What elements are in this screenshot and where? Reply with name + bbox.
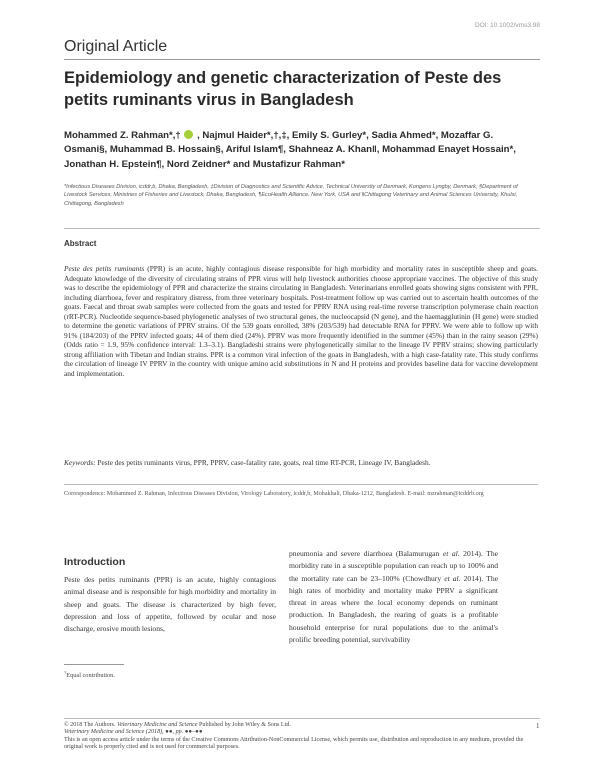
footer-citation: [64, 729, 540, 736]
author-list: [64, 129, 534, 172]
footnote-mark: †: [64, 670, 67, 675]
author-rest[interactable]: , Najmul Haider*,†,‡, Emily S. Gurley*, Sadia Ahmed*, Mozaffar G. Osmani§, Muhammad B. Hossain§, Ariful Islam¶, Shahneaz A. Khan‖, Mohammad Enayet Hossain*, Jonathan H. Epstein¶, Nord Zeidner* and Mustafizur Rahman*: [64, 130, 516, 170]
keywords: [64, 458, 538, 468]
affiliations: *Infectious Diseases Division, icddr,b, Dhaka, Bangladesh, ‡Division of Diagnostics and Scientific Advice, Technical University of Denmark, Kongens Lyngby, Denmark, §Department of Livestock Services, Ministries of Fisheries and Livestock, Dhaka, Bangladesh, ¶EcoHealth Alliance, New York, USA and ‖Chittagong Veterinary and Animal Sciences University, Khulsi, Chittagong, Bangladesh: [64, 184, 518, 207]
article-type-heading: Original Article: [64, 38, 168, 55]
footnote: [64, 670, 115, 679]
footer-copyright-prefix: © 2018 The Authors.: [64, 722, 118, 728]
author-first[interactable]: Mohammed Z. Rahman*,†: [64, 130, 181, 141]
doi-label[interactable]: DOI: 10.1002/vms3.98: [474, 22, 540, 29]
footnote-text: Equal contribution.: [66, 672, 115, 680]
intro-right-text-3: 2014). The high rates of morbidity and mortality make PPRV a significant threat in areas where the local economy depends on ruminant production. In Bangladesh, the rearing of goats is a profitable household enterprise for rural populations due to the animal's prolific breeding potential, survivability: [289, 573, 498, 645]
correspondence-divider: [64, 484, 538, 485]
keywords-text: Peste des petits ruminants virus, PPR, PPRV, case-fatality rate, goats, real time RT-PCR, Lineage IV, Bangladesh.: [95, 458, 431, 467]
abstract-text: [64, 264, 538, 379]
footer-journal-name: Veterinary Medicine and Science: [117, 722, 198, 728]
abstract-body: (PPR) is an acute, highly contagious disease responsible for high morbidity and mortality rates in susceptible sheep and goats. Adequate knowledge of the diversity of circulating strains of PPR virus will help livestock authorities choose appropriate vaccines. The objective of this study was to describe the epidemiology of PPR and characterize the strains circulating in Bangladesh. Veterinarians enrolled goats showing signs consistent with PPR, including diarrhoea, fever and respiratory distress, from three veterinary hospitals. Post-treatment follow up was carried out to ascertain health outcomes of the goats. Faecal and throat swab samples were collected from the goats and tested for PPRV RNA using real-time reverse transcription polymerase chain reaction (rRT-PCR). Nucleotide sequence-based phylogenetic analyses of two structural genes, the nucleocapsid (N gene), and the haemagglutinin (H gene) were studied to determine the genetic variations of PPRV strains. Of the 539 goats enrolled, 38% (203/539) had detectable RNA for PPRV. We were able to follow up with 91% (184/203) of the PPRV infected goats; 44 of them died (24%). PPRV was more frequently identified in the summer (45%) than in the rainy season (29%) (Odds ratio = 1.9, 95% confidence interval: 1.3–3.1). Bangladeshi strains were phylogenetically similar to the lineage IV PPRV strains; showing particularly strong affiliation with Tibetan and Indian strains. PPR is a common viral infection of the goats in Bangladesh, with a high case-fatality rate. This study confirms the circulation of lineage IV PPRV in the country with unique amino acid substitutions in N and H proteins and provides baseline data for vaccine development and implementation.: [64, 264, 538, 379]
introduction-heading: Introduction: [64, 556, 126, 568]
abstract-divider: [64, 228, 540, 229]
keywords-label: Keywords:: [64, 458, 96, 467]
introduction-left-column: Peste des petits ruminants (PPR) is an acute, highly contagious animal disease and is responsible for high morbidity and mortality in sheep and goats. The disease is characterized by high fever, depression and loss of appetite, followed by ocular and nose discharge, erosive mouth lesions,: [64, 575, 276, 634]
footnote-divider: [64, 664, 124, 665]
header-divider: [64, 59, 540, 60]
intro-right-text-2: 2014). The morbidity rate in a susceptible population can reach up to 100% and the mortality rate can be 23–100% (Chowdhury: [289, 549, 498, 583]
introduction-right-column: [289, 548, 498, 646]
footer-citation-text: Veterinary Medicine and Science (2018), ●●, pp. ●●–●●: [64, 729, 203, 736]
footer-publisher: Published by John Wiley & Sons Ltd.: [197, 722, 291, 728]
page-footer: [64, 722, 540, 752]
correspondence[interactable]: Correspondence: Mohammed Z. Rahman, Infectious Diseases Division, Virology Laboratory, icddr,b, Mohakhali, Dhaka-1212, Bangladesh. E-mail: mzrahman@icddrb.org: [64, 491, 484, 497]
abstract-italic-term: Peste des petits ruminants: [64, 264, 145, 273]
abstract-heading: Abstract: [64, 239, 97, 248]
intro-etal-1: et al.: [442, 549, 460, 558]
footer-license: This is an open access article under the terms of the Creative Commons Attribution-NonCommercial License, which permits use, distribution and reproduction in any medium, provided the original work is properly cited and is not used for commercial purposes.: [64, 736, 524, 751]
intro-etal-2: et al.: [444, 573, 461, 583]
intro-right-text-1: pneumonia and severe diarrhoea (Balamurugan: [289, 549, 443, 558]
page-number: 1: [536, 722, 540, 730]
article-title: Epidemiology and genetic characterization of Peste des petits ruminants virus in Bangladesh: [64, 69, 502, 109]
orcid-icon[interactable]: [184, 130, 193, 139]
footer-divider: [64, 718, 540, 719]
